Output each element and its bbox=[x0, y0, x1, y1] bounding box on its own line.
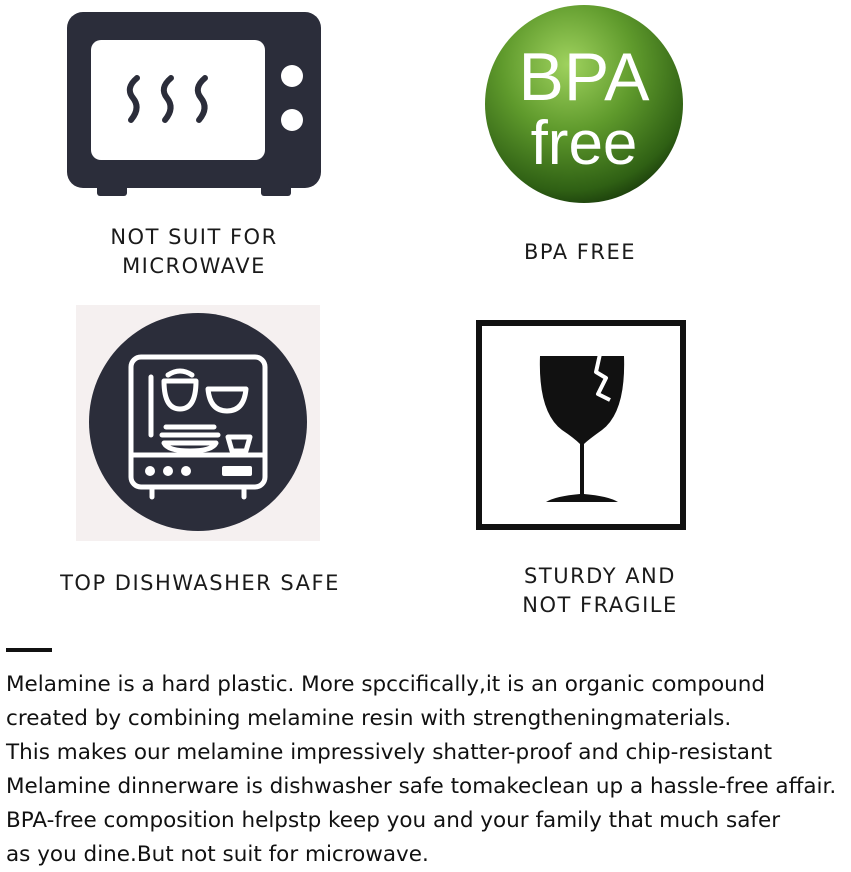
caption-microwave bbox=[54, 223, 334, 281]
caption-dishwasher bbox=[40, 569, 360, 598]
caption-line: NOT FRAGILE bbox=[522, 593, 678, 617]
badge-text-free: free bbox=[530, 109, 638, 178]
caption-bpa-free bbox=[460, 238, 700, 267]
bpa-free-badge bbox=[484, 4, 684, 204]
description bbox=[6, 668, 846, 872]
description-line: as you dine.But not suit for microwave. bbox=[6, 842, 429, 867]
caption-line: STURDY AND bbox=[524, 564, 676, 588]
divider bbox=[6, 648, 52, 652]
caption-fragile bbox=[470, 562, 730, 620]
caption-line: BPA FREE bbox=[524, 240, 636, 264]
description-line: Melamine is a hard plastic. More spccifically,it is an organic compound bbox=[6, 672, 766, 697]
caption-line: MICROWAVE bbox=[122, 254, 266, 278]
description-line: Melamine dinnerware is dishwasher safe tomakeclean up a hassle-free affair. bbox=[6, 774, 837, 799]
description-line: BPA-free composition helpstp keep you and your family that much safer bbox=[6, 808, 781, 833]
description-line: created by combining melamine resin with strengtheningmaterials. bbox=[6, 706, 732, 731]
badge-text-bpa: BPA bbox=[518, 39, 650, 115]
description-line: This makes our melamine impressively shatter-proof and chip-resistant bbox=[6, 740, 773, 765]
fragile-glass-icon bbox=[476, 320, 686, 530]
microwave-icon bbox=[67, 12, 321, 198]
caption-line: TOP DISHWASHER SAFE bbox=[60, 571, 340, 595]
dishwasher-icon bbox=[76, 305, 320, 541]
caption-line: NOT SUIT FOR bbox=[110, 225, 278, 249]
